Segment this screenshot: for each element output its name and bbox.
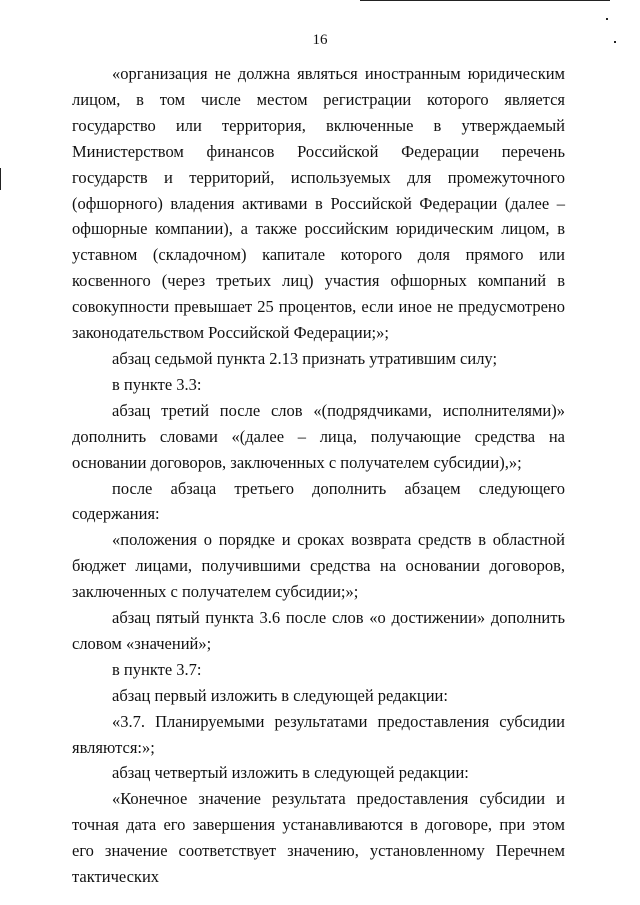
paragraph: абзац первый изложить в следующей редакции:: [112, 685, 448, 705]
paragraph: в пункте 3.3:: [112, 374, 202, 394]
paragraph: абзац пятый пункта 3.6 после слов «о достижении» дополнить словом «значений»;: [72, 608, 565, 653]
scan-mark-left: [0, 168, 1, 190]
scan-mark-right-1: [606, 18, 608, 20]
paragraph: «положения о порядке и сроках возврата средств в областной бюджет лицами, получившими средства на основании договоров, заключенных с получателем субсидии;»;: [72, 530, 565, 602]
paragraph: в пункте 3.7:: [112, 659, 202, 679]
paragraph: абзац четвертый изложить в следующей редакции:: [112, 763, 469, 783]
scan-mark-right-2: [614, 41, 616, 43]
document-body: [72, 61, 565, 890]
paragraph: «3.7. Планируемыми результатами предоставления субсидии являются:»;: [72, 711, 565, 757]
scan-mark-top: [360, 0, 610, 1]
paragraph: «организация не должна являться иностранным юридическим лицом, в том числе местом регистрации которого является государство или территория, включенные в утверждаемый Министерством финансов Российской Федерации перечень государств и территорий, используемых для промежуточного (офшорного) владения активами в Российской Федерации (далее – офшорные компании), а также российским юридическим лицом, в уставном (складочном) капитале которого доля прямого или косвенного (через третьих лиц) участия офшорных компаний в совокупности превышает 25 процентов, если иное не предусмотрено законодательством Российской Федерации;»;: [72, 64, 565, 343]
paragraph: абзац седьмой пункта 2.13 признать утратившим силу;: [112, 348, 498, 368]
paragraph: «Конечное значение результата предоставления субсидии и точная дата его завершения устанавливаются в договоре, при этом его значение соответствует значению, установленному Перечнем тактических: [72, 789, 565, 887]
page-number: 16: [312, 32, 328, 48]
paragraph: абзац третий после слов «(подрядчиками, исполнителями)» дополнить словами «(далее – лица, получающие средства на основании договоров, заключенных с получателем субсидии),»;: [72, 400, 565, 472]
paragraph: после абзаца третьего дополнить абзацем следующего содержания:: [72, 478, 565, 524]
